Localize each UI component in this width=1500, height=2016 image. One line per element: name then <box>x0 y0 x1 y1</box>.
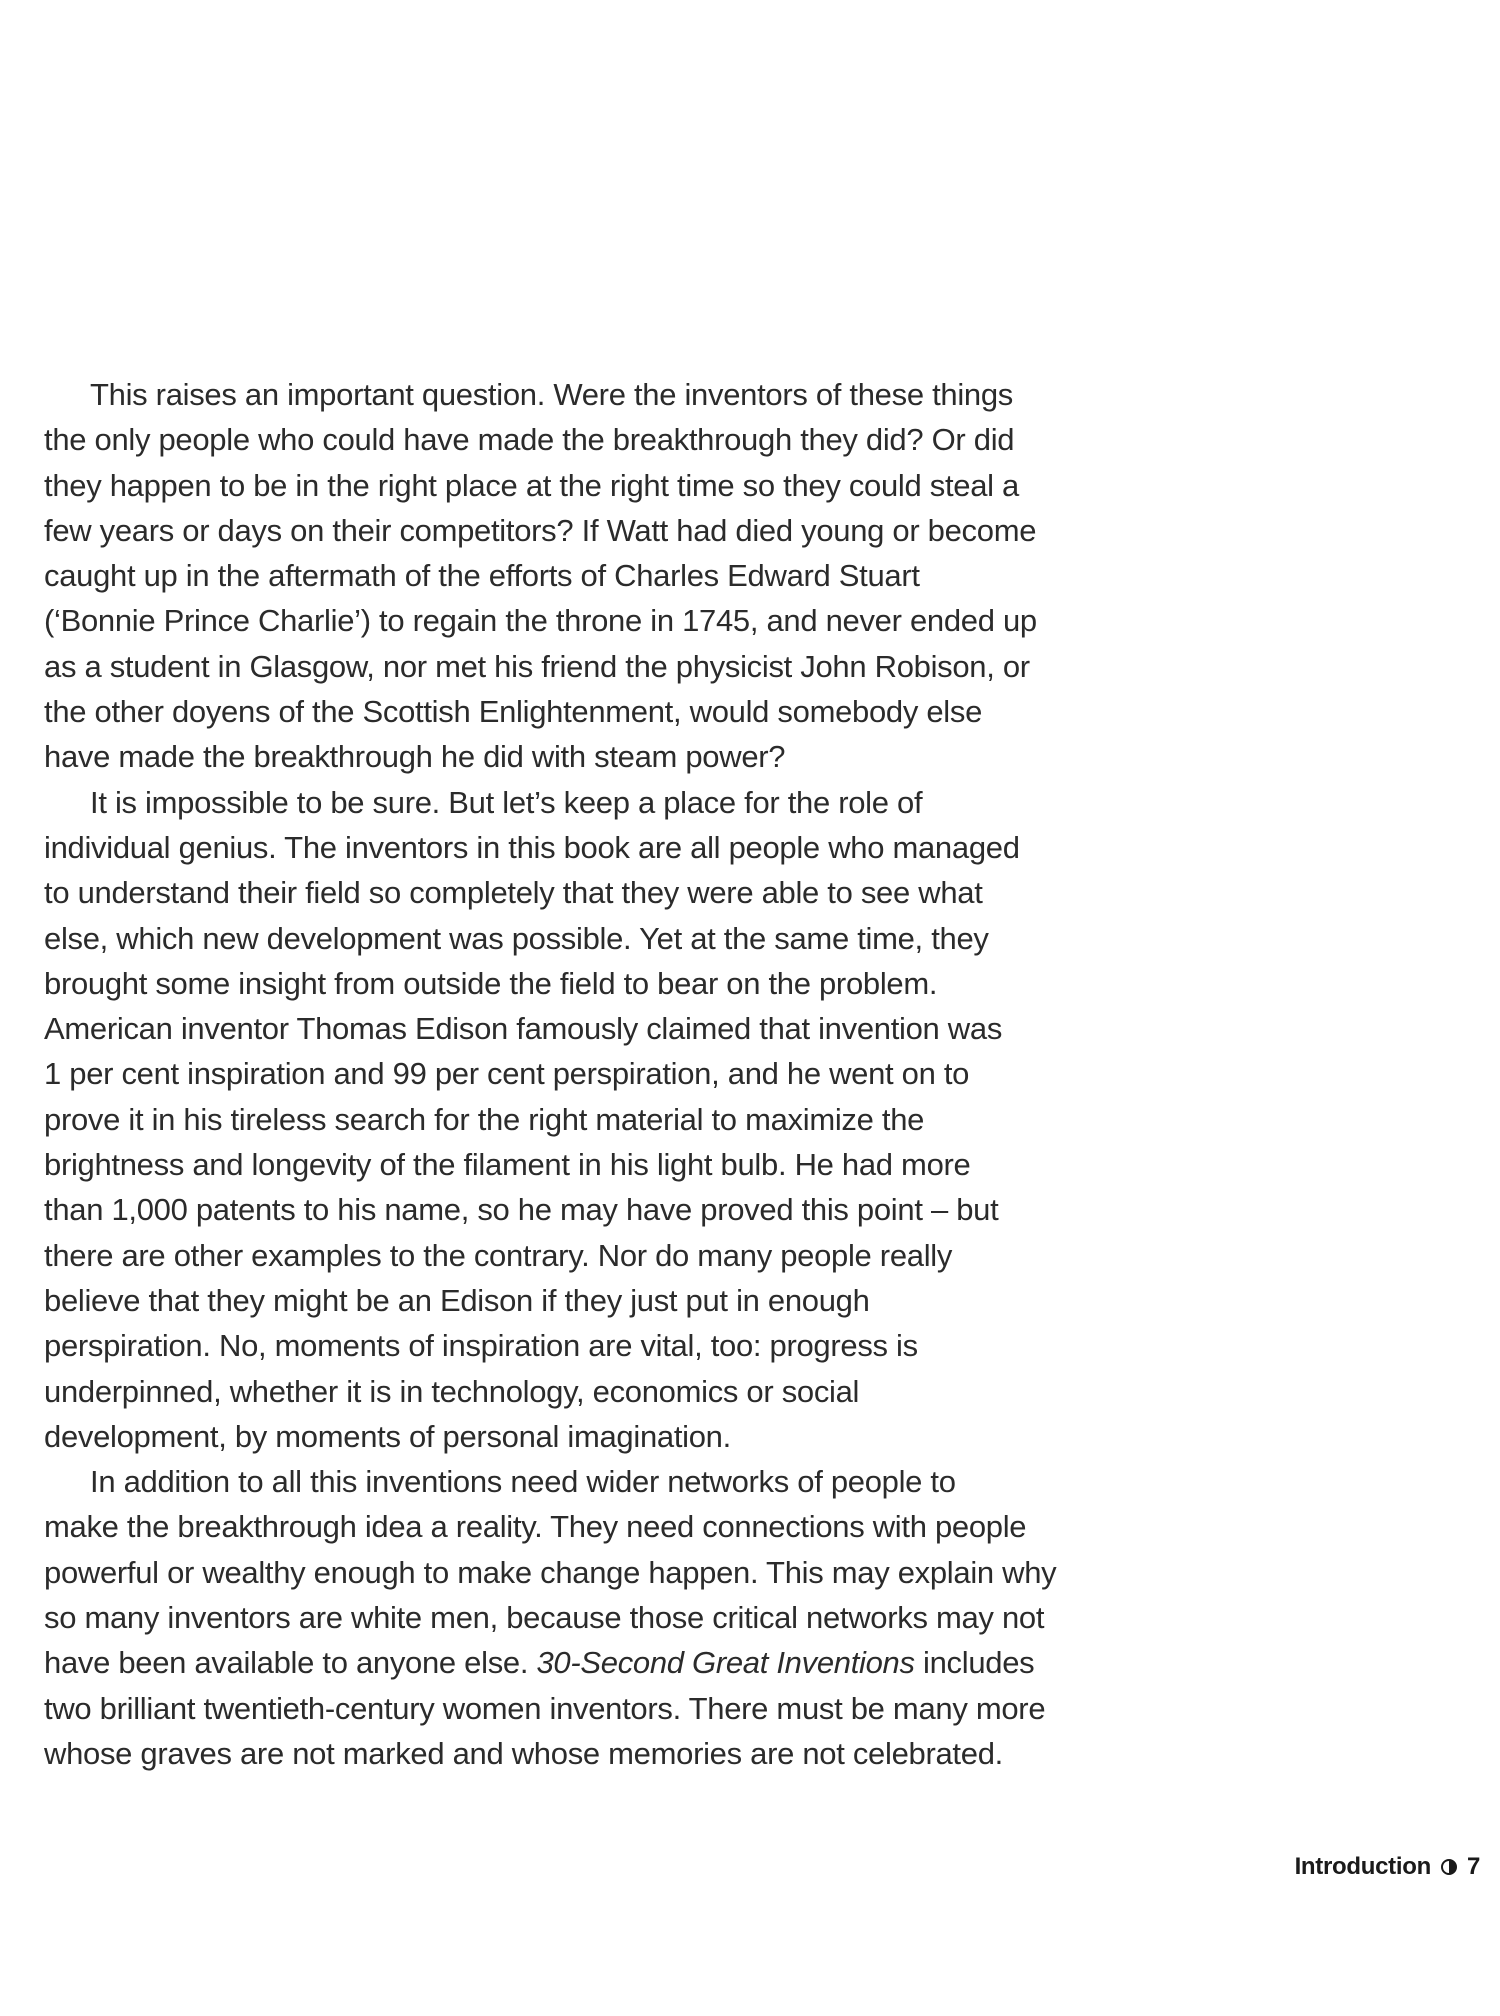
text-line: so many inventors are white men, because those critical networks may not <box>44 1600 1045 1636</box>
text-line: underpinned, whether it is in technology, economics or social <box>44 1373 860 1409</box>
text-line: the other doyens of the Scottish Enlightenment, would somebody else <box>44 694 983 730</box>
text-segment: includes <box>914 1645 1035 1681</box>
text-line: than 1,000 patents to his name, so he may have proved this point – but <box>44 1192 999 1228</box>
page-number: 7 <box>1466 1853 1480 1880</box>
text-line: make the breakthrough idea a reality. They need connections with people <box>44 1509 1027 1545</box>
text-line: development, by moments of personal imagination. <box>44 1418 731 1454</box>
text-line: few years or days on their competitors? If Watt had died young or become <box>44 512 1037 548</box>
paragraph-2 <box>44 780 1044 1459</box>
text-line: the only people who could have made the breakthrough they did? Or did <box>44 422 1015 458</box>
text-line: there are other examples to the contrary. Nor do many people really <box>44 1237 953 1273</box>
text-line: they happen to be in the right place at the right time so they could steal a <box>44 467 1019 503</box>
text-line: (‘Bonnie Prince Charlie’) to regain the throne in 1745, and never ended up <box>44 603 1037 639</box>
paragraph-1 <box>44 372 1044 780</box>
text-line <box>44 1640 1044 1685</box>
paragraph-3 <box>44 1459 1057 1776</box>
text-line: powerful or wealthy enough to make change happen. This may explain why <box>44 1554 1057 1590</box>
text-line: 1 per cent inspiration and 99 per cent perspiration, and he went on to <box>44 1056 970 1092</box>
text-line: to understand their field so completely that they were able to see what <box>44 875 983 911</box>
half-circle-icon <box>1441 1859 1457 1875</box>
text-line: In addition to all this inventions need wider networks of people to <box>90 1464 956 1500</box>
text-line: American inventor Thomas Edison famously claimed that invention was <box>44 1011 1003 1047</box>
text-line: individual genius. The inventors in this book are all people who managed <box>44 829 1020 865</box>
text-line: caught up in the aftermath of the efforts of Charles Edward Stuart <box>44 558 920 594</box>
text-line: perspiration. No, moments of inspiration are vital, too: progress is <box>44 1328 918 1364</box>
text-line: as a student in Glasgow, nor met his friend the physicist John Robison, or <box>44 648 1030 684</box>
text-line: It is impossible to be sure. But let’s keep a place for the role of <box>90 784 923 820</box>
text-line: brightness and longevity of the filament in his light bulb. He had more <box>44 1147 971 1183</box>
text-line: prove it in his tireless search for the right material to maximize the <box>44 1101 925 1137</box>
text-line: believe that they might be an Edison if they just put in enough <box>44 1282 870 1318</box>
text-line: whose graves are not marked and whose memories are not celebrated. <box>44 1735 1003 1771</box>
text-line: else, which new development was possible. Yet at the same time, they <box>44 920 989 956</box>
section-label: Introduction <box>1294 1853 1431 1880</box>
text-line: have made the breakthrough he did with steam power? <box>44 739 786 775</box>
text-line: This raises an important question. Were the inventors of these things <box>90 377 1013 412</box>
text-segment: have been available to anyone else. <box>44 1645 537 1681</box>
body-text <box>44 372 1057 1776</box>
page-footer <box>1295 1853 1480 1881</box>
text-line: two brilliant twentieth-century women inventors. There must be many more <box>44 1690 1046 1726</box>
text-line: brought some insight from outside the field to bear on the problem. <box>44 965 938 1001</box>
book-title: 30-Second Great Inventions <box>536 1645 915 1681</box>
